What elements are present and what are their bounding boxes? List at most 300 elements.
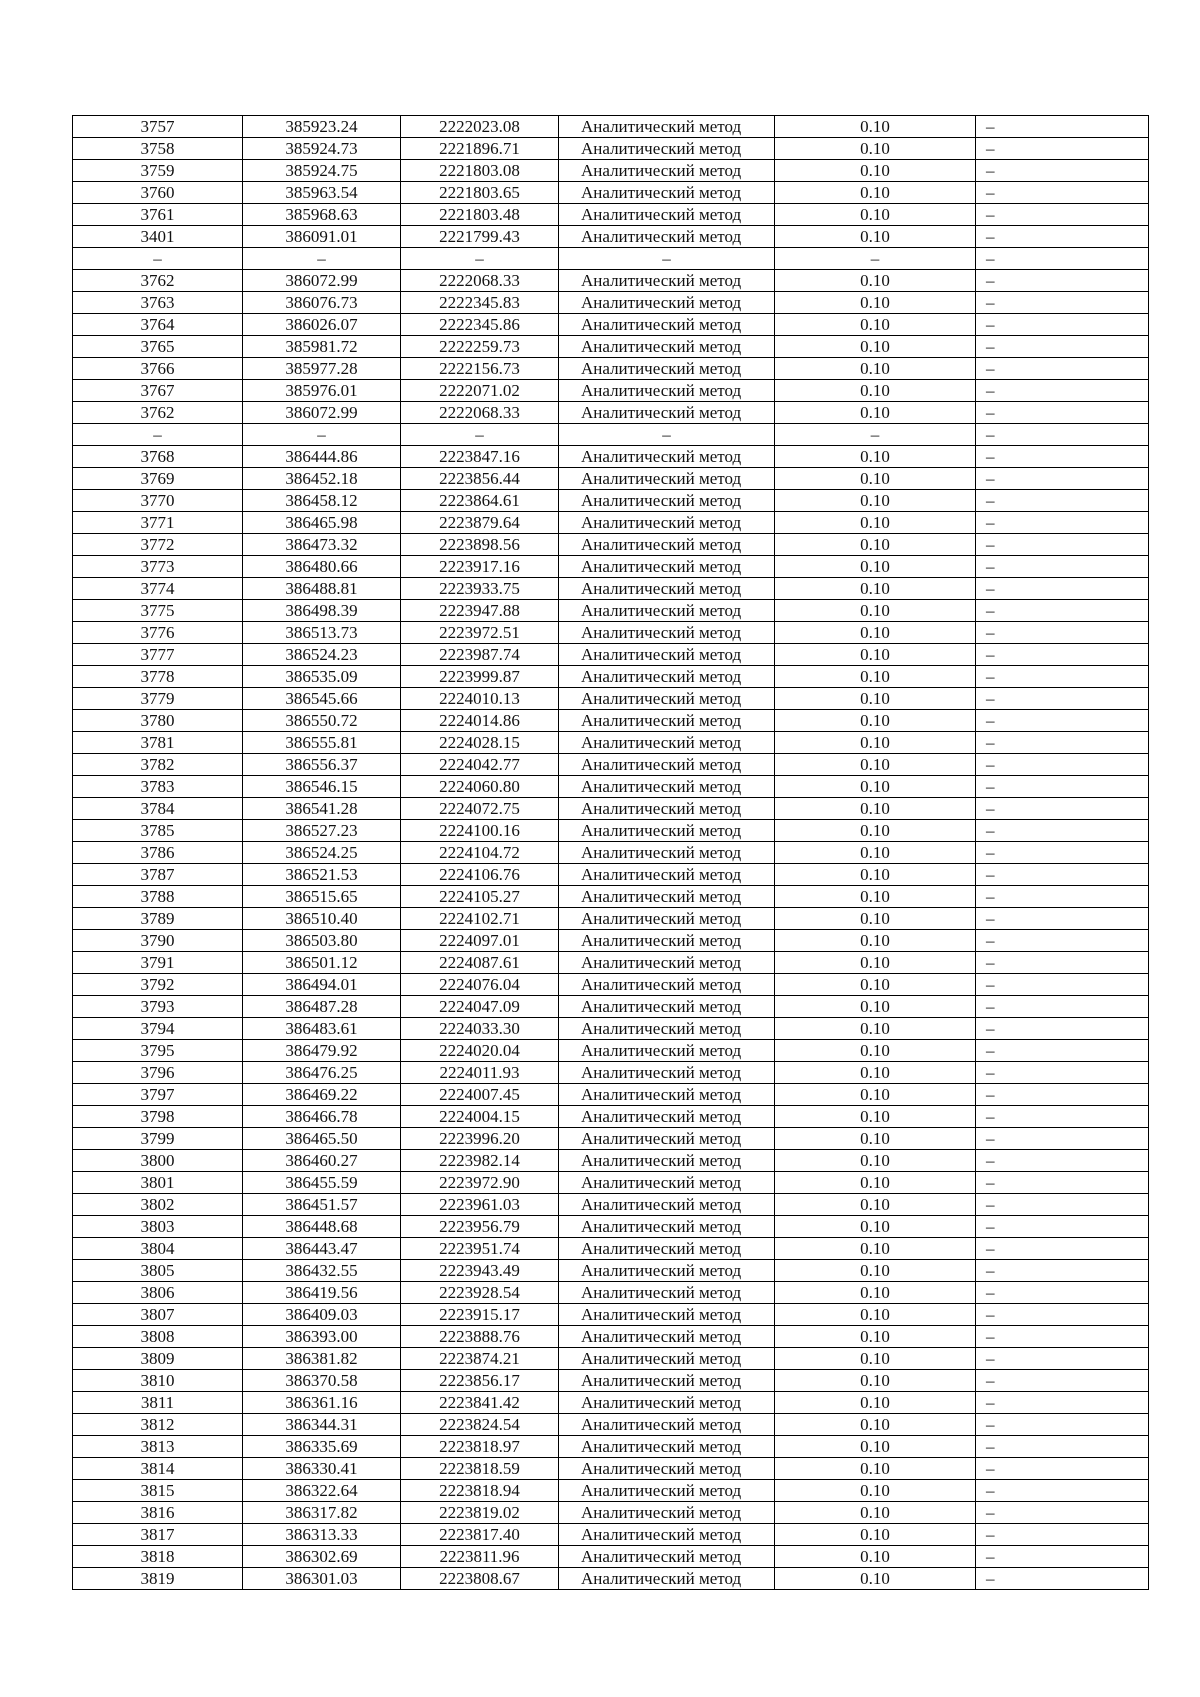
x-coordinate-cell: 386527.23 <box>243 820 401 842</box>
point-number-cell: 3775 <box>73 600 243 622</box>
method-cell: Аналитический метод <box>559 644 775 666</box>
y-coordinate-cell: 2223972.51 <box>401 622 559 644</box>
accuracy-cell: 0.10 <box>775 1458 976 1480</box>
accuracy-cell: 0.10 <box>775 1062 976 1084</box>
x-coordinate-cell: 386432.55 <box>243 1260 401 1282</box>
x-coordinate-cell: 386476.25 <box>243 1062 401 1084</box>
y-coordinate-cell: 2222068.33 <box>401 402 559 424</box>
accuracy-cell: 0.10 <box>775 1018 976 1040</box>
y-coordinate-cell: 2223818.59 <box>401 1458 559 1480</box>
method-cell: Аналитический метод <box>559 1194 775 1216</box>
note-cell: – <box>976 842 1149 864</box>
accuracy-cell: 0.10 <box>775 798 976 820</box>
point-number-cell: 3759 <box>73 160 243 182</box>
method-cell: Аналитический метод <box>559 1018 775 1040</box>
point-number-cell: 3770 <box>73 490 243 512</box>
point-number-cell: 3816 <box>73 1502 243 1524</box>
note-cell: – <box>976 1370 1149 1392</box>
accuracy-cell: 0.10 <box>775 930 976 952</box>
y-coordinate-cell: 2223928.54 <box>401 1282 559 1304</box>
point-number-cell: 3758 <box>73 138 243 160</box>
point-number-cell: 3401 <box>73 226 243 248</box>
x-coordinate-cell: 386317.82 <box>243 1502 401 1524</box>
note-cell: – <box>976 1172 1149 1194</box>
point-number-cell: 3811 <box>73 1392 243 1414</box>
note-cell: – <box>976 556 1149 578</box>
y-coordinate-cell: 2222345.83 <box>401 292 559 314</box>
y-coordinate-cell: 2224072.75 <box>401 798 559 820</box>
y-coordinate-cell: 2224007.45 <box>401 1084 559 1106</box>
accuracy-cell: 0.10 <box>775 1480 976 1502</box>
point-number-cell: – <box>73 248 243 270</box>
table-row <box>73 512 1149 534</box>
y-coordinate-cell: 2223915.17 <box>401 1304 559 1326</box>
accuracy-cell: 0.10 <box>775 1436 976 1458</box>
point-number-cell: 3795 <box>73 1040 243 1062</box>
note-cell: – <box>976 534 1149 556</box>
x-coordinate-cell: 386546.15 <box>243 776 401 798</box>
table-row <box>73 556 1149 578</box>
table-row <box>73 1348 1149 1370</box>
method-cell: Аналитический метод <box>559 490 775 512</box>
table-row <box>73 1326 1149 1348</box>
note-cell: – <box>976 182 1149 204</box>
table-row <box>73 116 1149 138</box>
point-number-cell: 3761 <box>73 204 243 226</box>
accuracy-cell: 0.10 <box>775 226 976 248</box>
accuracy-cell: 0.10 <box>775 1260 976 1282</box>
point-number-cell: 3789 <box>73 908 243 930</box>
table-row <box>73 644 1149 666</box>
point-number-cell: 3812 <box>73 1414 243 1436</box>
accuracy-cell: 0.10 <box>775 732 976 754</box>
table-row <box>73 1414 1149 1436</box>
note-cell: – <box>976 490 1149 512</box>
table-row <box>73 666 1149 688</box>
table-row <box>73 1568 1149 1590</box>
accuracy-cell: 0.10 <box>775 402 976 424</box>
note-cell: – <box>976 776 1149 798</box>
accuracy-cell: 0.10 <box>775 1568 976 1590</box>
y-coordinate-cell: 2223819.02 <box>401 1502 559 1524</box>
y-coordinate-cell: 2221803.48 <box>401 204 559 226</box>
table-row <box>73 1150 1149 1172</box>
x-coordinate-cell: 386480.66 <box>243 556 401 578</box>
method-cell: Аналитический метод <box>559 666 775 688</box>
table-row <box>73 270 1149 292</box>
point-number-cell: 3819 <box>73 1568 243 1590</box>
note-cell: – <box>976 820 1149 842</box>
y-coordinate-cell: 2224076.04 <box>401 974 559 996</box>
x-coordinate-cell: 386393.00 <box>243 1326 401 1348</box>
method-cell: Аналитический метод <box>559 776 775 798</box>
y-coordinate-cell: 2223841.42 <box>401 1392 559 1414</box>
method-cell: Аналитический метод <box>559 996 775 1018</box>
x-coordinate-cell: 386458.12 <box>243 490 401 512</box>
accuracy-cell: 0.10 <box>775 1414 976 1436</box>
method-cell: Аналитический метод <box>559 1260 775 1282</box>
y-coordinate-cell: 2223879.64 <box>401 512 559 534</box>
x-coordinate-cell: 386072.99 <box>243 270 401 292</box>
note-cell: – <box>976 446 1149 468</box>
y-coordinate-cell: 2223999.87 <box>401 666 559 688</box>
method-cell: Аналитический метод <box>559 930 775 952</box>
table-row <box>73 314 1149 336</box>
method-cell: Аналитический метод <box>559 1084 775 1106</box>
note-cell: – <box>976 1040 1149 1062</box>
y-coordinate-cell: 2223808.67 <box>401 1568 559 1590</box>
table-row <box>73 1018 1149 1040</box>
accuracy-cell: 0.10 <box>775 600 976 622</box>
x-coordinate-cell: 386335.69 <box>243 1436 401 1458</box>
accuracy-cell: 0.10 <box>775 1392 976 1414</box>
point-number-cell: 3790 <box>73 930 243 952</box>
table-row <box>73 1458 1149 1480</box>
table-row <box>73 1040 1149 1062</box>
note-cell: – <box>976 204 1149 226</box>
point-number-cell: 3779 <box>73 688 243 710</box>
accuracy-cell: 0.10 <box>775 1150 976 1172</box>
x-coordinate-cell: 386488.81 <box>243 578 401 600</box>
table-row <box>73 1546 1149 1568</box>
y-coordinate-cell: 2224087.61 <box>401 952 559 974</box>
x-coordinate-cell: 386361.16 <box>243 1392 401 1414</box>
table-row <box>73 402 1149 424</box>
x-coordinate-cell: 386313.33 <box>243 1524 401 1546</box>
x-coordinate-cell: 386381.82 <box>243 1348 401 1370</box>
point-number-cell: 3792 <box>73 974 243 996</box>
x-coordinate-cell: 386521.53 <box>243 864 401 886</box>
accuracy-cell: 0.10 <box>775 1106 976 1128</box>
note-cell: – <box>976 424 1149 446</box>
table-row <box>73 1370 1149 1392</box>
method-cell: Аналитический метод <box>559 754 775 776</box>
x-coordinate-cell: 386515.65 <box>243 886 401 908</box>
note-cell: – <box>976 1546 1149 1568</box>
point-number-cell: 3804 <box>73 1238 243 1260</box>
point-number-cell: 3818 <box>73 1546 243 1568</box>
x-coordinate-cell: 386344.31 <box>243 1414 401 1436</box>
accuracy-cell: 0.10 <box>775 622 976 644</box>
x-coordinate-cell: – <box>243 424 401 446</box>
note-cell: – <box>976 622 1149 644</box>
point-number-cell: 3788 <box>73 886 243 908</box>
x-coordinate-cell: 386466.78 <box>243 1106 401 1128</box>
accuracy-cell: 0.10 <box>775 182 976 204</box>
table-row <box>73 1392 1149 1414</box>
accuracy-cell: 0.10 <box>775 468 976 490</box>
x-coordinate-cell: 386448.68 <box>243 1216 401 1238</box>
point-number-cell: 3796 <box>73 1062 243 1084</box>
y-coordinate-cell: 2223864.61 <box>401 490 559 512</box>
y-coordinate-cell: 2223818.97 <box>401 1436 559 1458</box>
note-cell: – <box>976 468 1149 490</box>
x-coordinate-cell: 386465.98 <box>243 512 401 534</box>
y-coordinate-cell: 2223824.54 <box>401 1414 559 1436</box>
y-coordinate-cell: 2224028.15 <box>401 732 559 754</box>
x-coordinate-cell: 386330.41 <box>243 1458 401 1480</box>
method-cell: Аналитический метод <box>559 600 775 622</box>
note-cell: – <box>976 1216 1149 1238</box>
note-cell: – <box>976 600 1149 622</box>
table-row <box>73 1304 1149 1326</box>
table-row <box>73 1480 1149 1502</box>
point-number-cell: 3762 <box>73 402 243 424</box>
note-cell: – <box>976 1392 1149 1414</box>
table-row <box>73 248 1149 270</box>
accuracy-cell: 0.10 <box>775 666 976 688</box>
note-cell: – <box>976 1524 1149 1546</box>
method-cell: Аналитический метод <box>559 1282 775 1304</box>
method-cell: Аналитический метод <box>559 622 775 644</box>
point-number-cell: 3815 <box>73 1480 243 1502</box>
note-cell: – <box>976 908 1149 930</box>
method-cell: Аналитический метод <box>559 1392 775 1414</box>
accuracy-cell: 0.10 <box>775 820 976 842</box>
y-coordinate-cell: 2223817.40 <box>401 1524 559 1546</box>
accuracy-cell: – <box>775 424 976 446</box>
note-cell: – <box>976 1502 1149 1524</box>
point-number-cell: 3762 <box>73 270 243 292</box>
method-cell: Аналитический метод <box>559 204 775 226</box>
accuracy-cell: 0.10 <box>775 138 976 160</box>
accuracy-cell: 0.10 <box>775 996 976 1018</box>
note-cell: – <box>976 1150 1149 1172</box>
point-number-cell: 3803 <box>73 1216 243 1238</box>
x-coordinate-cell: 386460.27 <box>243 1150 401 1172</box>
accuracy-cell: 0.10 <box>775 974 976 996</box>
table-row <box>73 842 1149 864</box>
y-coordinate-cell: 2223856.44 <box>401 468 559 490</box>
method-cell: Аналитический метод <box>559 138 775 160</box>
method-cell: Аналитический метод <box>559 1128 775 1150</box>
x-coordinate-cell: 386501.12 <box>243 952 401 974</box>
note-cell: – <box>976 1348 1149 1370</box>
x-coordinate-cell: 386322.64 <box>243 1480 401 1502</box>
method-cell: Аналитический метод <box>559 1216 775 1238</box>
method-cell: Аналитический метод <box>559 226 775 248</box>
note-cell: – <box>976 138 1149 160</box>
table-row <box>73 226 1149 248</box>
accuracy-cell: 0.10 <box>775 314 976 336</box>
method-cell: Аналитический метод <box>559 402 775 424</box>
x-coordinate-cell: 385976.01 <box>243 380 401 402</box>
method-cell: Аналитический метод <box>559 314 775 336</box>
accuracy-cell: 0.10 <box>775 556 976 578</box>
note-cell: – <box>976 1568 1149 1590</box>
note-cell: – <box>976 996 1149 1018</box>
accuracy-cell: 0.10 <box>775 1502 976 1524</box>
method-cell: Аналитический метод <box>559 182 775 204</box>
point-number-cell: 3769 <box>73 468 243 490</box>
accuracy-cell: 0.10 <box>775 864 976 886</box>
table-row <box>73 974 1149 996</box>
method-cell: Аналитический метод <box>559 1370 775 1392</box>
point-number-cell: 3785 <box>73 820 243 842</box>
note-cell: – <box>976 666 1149 688</box>
note-cell: – <box>976 974 1149 996</box>
point-number-cell: 3797 <box>73 1084 243 1106</box>
method-cell: Аналитический метод <box>559 1172 775 1194</box>
table-row <box>73 1216 1149 1238</box>
method-cell: Аналитический метод <box>559 292 775 314</box>
method-cell: Аналитический метод <box>559 864 775 886</box>
method-cell: Аналитический метод <box>559 1106 775 1128</box>
y-coordinate-cell: 2223956.79 <box>401 1216 559 1238</box>
accuracy-cell: 0.10 <box>775 512 976 534</box>
y-coordinate-cell: 2223951.74 <box>401 1238 559 1260</box>
table-row <box>73 1524 1149 1546</box>
point-number-cell: 3793 <box>73 996 243 1018</box>
method-cell: Аналитический метод <box>559 1414 775 1436</box>
y-coordinate-cell: 2224020.04 <box>401 1040 559 1062</box>
method-cell: Аналитический метод <box>559 270 775 292</box>
note-cell: – <box>976 292 1149 314</box>
y-coordinate-cell: 2224100.16 <box>401 820 559 842</box>
method-cell: Аналитический метод <box>559 556 775 578</box>
y-coordinate-cell: 2223982.14 <box>401 1150 559 1172</box>
table-row <box>73 732 1149 754</box>
x-coordinate-cell: – <box>243 248 401 270</box>
method-cell: Аналитический метод <box>559 534 775 556</box>
table-row <box>73 710 1149 732</box>
y-coordinate-cell: 2223818.94 <box>401 1480 559 1502</box>
x-coordinate-cell: 386498.39 <box>243 600 401 622</box>
y-coordinate-cell: 2223847.16 <box>401 446 559 468</box>
coordinates-table <box>72 115 1149 1590</box>
accuracy-cell: 0.10 <box>775 1216 976 1238</box>
method-cell: Аналитический метод <box>559 798 775 820</box>
method-cell: – <box>559 424 775 446</box>
y-coordinate-cell: – <box>401 248 559 270</box>
table-row <box>73 138 1149 160</box>
x-coordinate-cell: 386409.03 <box>243 1304 401 1326</box>
accuracy-cell: 0.10 <box>775 160 976 182</box>
point-number-cell: 3813 <box>73 1436 243 1458</box>
accuracy-cell: 0.10 <box>775 908 976 930</box>
table-row <box>73 490 1149 512</box>
point-number-cell: 3798 <box>73 1106 243 1128</box>
note-cell: – <box>976 1326 1149 1348</box>
y-coordinate-cell: 2224102.71 <box>401 908 559 930</box>
x-coordinate-cell: 386479.92 <box>243 1040 401 1062</box>
note-cell: – <box>976 644 1149 666</box>
y-coordinate-cell: 2224047.09 <box>401 996 559 1018</box>
accuracy-cell: 0.10 <box>775 688 976 710</box>
x-coordinate-cell: 385924.73 <box>243 138 401 160</box>
point-number-cell: 3773 <box>73 556 243 578</box>
accuracy-cell: 0.10 <box>775 754 976 776</box>
table-row <box>73 1260 1149 1282</box>
method-cell: Аналитический метод <box>559 886 775 908</box>
accuracy-cell: 0.10 <box>775 116 976 138</box>
point-number-cell: 3808 <box>73 1326 243 1348</box>
method-cell: Аналитический метод <box>559 1458 775 1480</box>
table-row <box>73 930 1149 952</box>
table-row <box>73 600 1149 622</box>
y-coordinate-cell: 2223933.75 <box>401 578 559 600</box>
note-cell: – <box>976 798 1149 820</box>
method-cell: Аналитический метод <box>559 1568 775 1590</box>
note-cell: – <box>976 952 1149 974</box>
x-coordinate-cell: 386550.72 <box>243 710 401 732</box>
y-coordinate-cell: 2224014.86 <box>401 710 559 732</box>
accuracy-cell: 0.10 <box>775 204 976 226</box>
point-number-cell: 3807 <box>73 1304 243 1326</box>
point-number-cell: 3763 <box>73 292 243 314</box>
method-cell: Аналитический метод <box>559 952 775 974</box>
y-coordinate-cell: 2224033.30 <box>401 1018 559 1040</box>
y-coordinate-cell: 2224042.77 <box>401 754 559 776</box>
accuracy-cell: 0.10 <box>775 270 976 292</box>
x-coordinate-cell: 386301.03 <box>243 1568 401 1590</box>
method-cell: Аналитический метод <box>559 468 775 490</box>
accuracy-cell: 0.10 <box>775 1172 976 1194</box>
note-cell: – <box>976 226 1149 248</box>
point-number-cell: 3783 <box>73 776 243 798</box>
note-cell: – <box>976 160 1149 182</box>
point-number-cell: 3810 <box>73 1370 243 1392</box>
note-cell: – <box>976 732 1149 754</box>
table-row <box>73 292 1149 314</box>
note-cell: – <box>976 886 1149 908</box>
table-row <box>73 754 1149 776</box>
accuracy-cell: 0.10 <box>775 1304 976 1326</box>
y-coordinate-cell: 2222259.73 <box>401 336 559 358</box>
point-number-cell: 3787 <box>73 864 243 886</box>
y-coordinate-cell: – <box>401 424 559 446</box>
accuracy-cell: 0.10 <box>775 1238 976 1260</box>
note-cell: – <box>976 1084 1149 1106</box>
table-row <box>73 160 1149 182</box>
y-coordinate-cell: 2221803.65 <box>401 182 559 204</box>
x-coordinate-cell: 386503.80 <box>243 930 401 952</box>
table-row <box>73 908 1149 930</box>
method-cell: Аналитический метод <box>559 1238 775 1260</box>
note-cell: – <box>976 710 1149 732</box>
note-cell: – <box>976 336 1149 358</box>
y-coordinate-cell: 2224011.93 <box>401 1062 559 1084</box>
accuracy-cell: 0.10 <box>775 776 976 798</box>
method-cell: Аналитический метод <box>559 974 775 996</box>
x-coordinate-cell: 385924.75 <box>243 160 401 182</box>
x-coordinate-cell: 386510.40 <box>243 908 401 930</box>
coordinates-table-body <box>73 116 1149 1590</box>
accuracy-cell: 0.10 <box>775 380 976 402</box>
method-cell: Аналитический метод <box>559 578 775 600</box>
method-cell: Аналитический метод <box>559 1304 775 1326</box>
accuracy-cell: 0.10 <box>775 886 976 908</box>
y-coordinate-cell: 2224105.27 <box>401 886 559 908</box>
point-number-cell: 3814 <box>73 1458 243 1480</box>
method-cell: Аналитический метод <box>559 1150 775 1172</box>
x-coordinate-cell: 386455.59 <box>243 1172 401 1194</box>
point-number-cell: 3817 <box>73 1524 243 1546</box>
note-cell: – <box>976 1062 1149 1084</box>
y-coordinate-cell: 2221803.08 <box>401 160 559 182</box>
x-coordinate-cell: 386444.86 <box>243 446 401 468</box>
point-number-cell: 3799 <box>73 1128 243 1150</box>
note-cell: – <box>976 688 1149 710</box>
x-coordinate-cell: 386535.09 <box>243 666 401 688</box>
point-number-cell: 3791 <box>73 952 243 974</box>
method-cell: Аналитический метод <box>559 160 775 182</box>
y-coordinate-cell: 2223987.74 <box>401 644 559 666</box>
x-coordinate-cell: 386091.01 <box>243 226 401 248</box>
table-row <box>73 358 1149 380</box>
method-cell: Аналитический метод <box>559 1348 775 1370</box>
note-cell: – <box>976 1260 1149 1282</box>
